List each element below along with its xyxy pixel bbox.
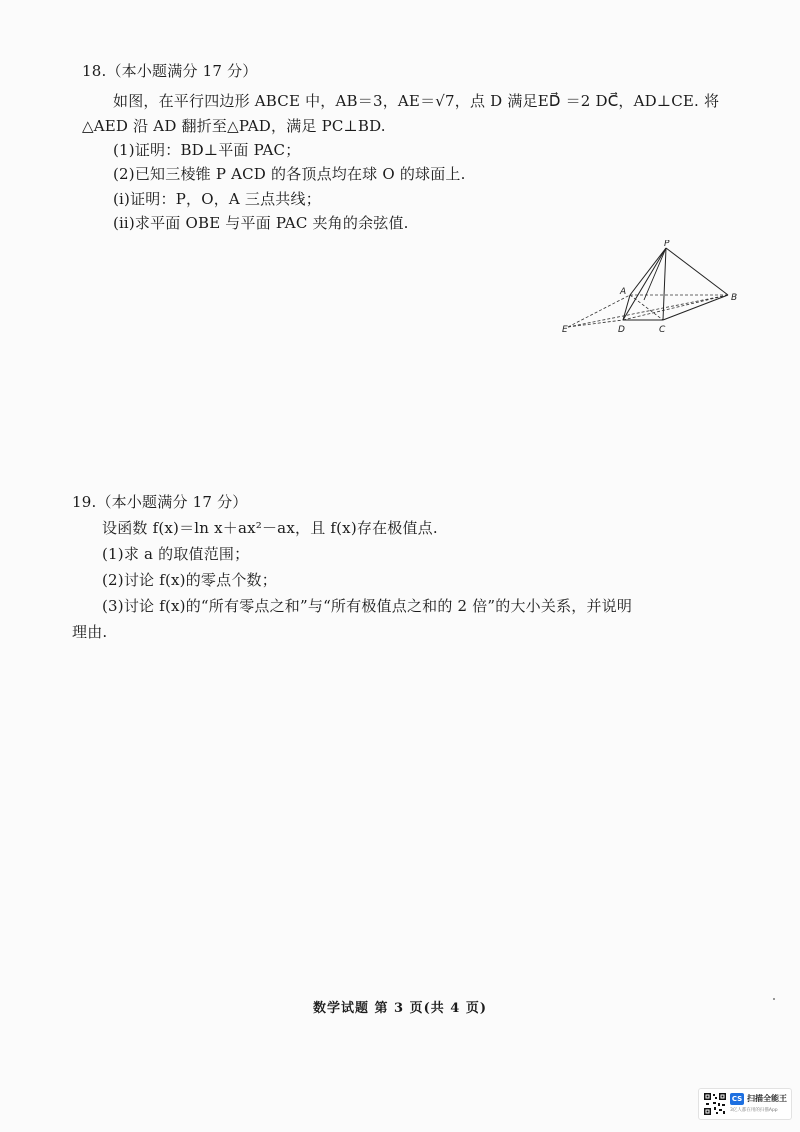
camscanner-logo-icon: CS (731, 1095, 743, 1103)
label-P: P (664, 240, 670, 249)
edge-AC-dashed (630, 295, 663, 320)
edge-AD (623, 295, 630, 320)
problem-19-part-2: (2)讨论 f(x)的零点个数； (102, 571, 277, 589)
qr-code-icon (703, 1092, 727, 1116)
edge-PC (663, 248, 666, 320)
edge-EB-dashed (568, 295, 728, 327)
label-C: C (659, 325, 666, 335)
edge-PB (666, 248, 728, 295)
pyramid-figure (558, 240, 748, 340)
scanner-tagline: 3亿人都在用的扫描App (730, 1108, 778, 1113)
scan-speck (773, 998, 775, 1000)
scanner-app-name: 扫描全能王 (747, 1094, 787, 1103)
edge-PO (644, 248, 666, 300)
problem-18-heading: 18.（本小题满分 17 分） (82, 62, 258, 80)
page-footer: 数学试题 第 3 页(共 4 页) (312, 1001, 488, 1016)
problem-19-part-3-continued: 理由. (72, 623, 108, 641)
problem-18-statement-line-2: △AED 沿 AD 翻折至△PAD，满足 PC⊥BD. (82, 117, 386, 135)
edge-CB (663, 295, 728, 320)
label-E: E (562, 325, 568, 335)
problem-18-part-2-ii: (ⅱ)求平面 OBE 与平面 PAC 夹角的余弦值. (113, 214, 409, 232)
edge-ED-dashed (568, 320, 623, 327)
problem-19-part-3: (3)讨论 f(x)的“所有零点之和”与“所有极值点之和的 2 倍”的大小关系，并说明 (102, 597, 633, 615)
edge-PD (623, 248, 666, 320)
label-A: A (620, 287, 627, 297)
problem-19-part-1: (1)求 a 的取值范围； (102, 545, 250, 563)
problem-19-heading: 19.（本小题满分 17 分） (72, 493, 248, 511)
problem-18-part-1: (1)证明：BD⊥平面 PAC； (113, 141, 301, 159)
problem-18-statement-line-1: 如图，在平行四边形 ABCE 中，AB＝3，AE＝√7，点 D 满足ED⃗ ＝2 DC⃗，AD⊥CE. 将 (113, 92, 720, 110)
problem-18-part-2: (2)已知三棱锥 P ACD 的各顶点均在球 O 的球面上. (113, 165, 466, 183)
edge-EA-dashed (568, 295, 630, 327)
scanner-badge (698, 1088, 792, 1120)
label-D: D (618, 325, 625, 335)
problem-19-statement: 设函数 f(x)＝ln x＋ax²－ax，且 f(x)存在极值点. (102, 519, 438, 537)
problem-18-part-2-i: (ⅰ)证明：P，O，A 三点共线； (113, 190, 321, 208)
edge-DB-dashed (623, 295, 728, 320)
edge-PA (630, 248, 666, 295)
label-B: B (731, 293, 738, 303)
